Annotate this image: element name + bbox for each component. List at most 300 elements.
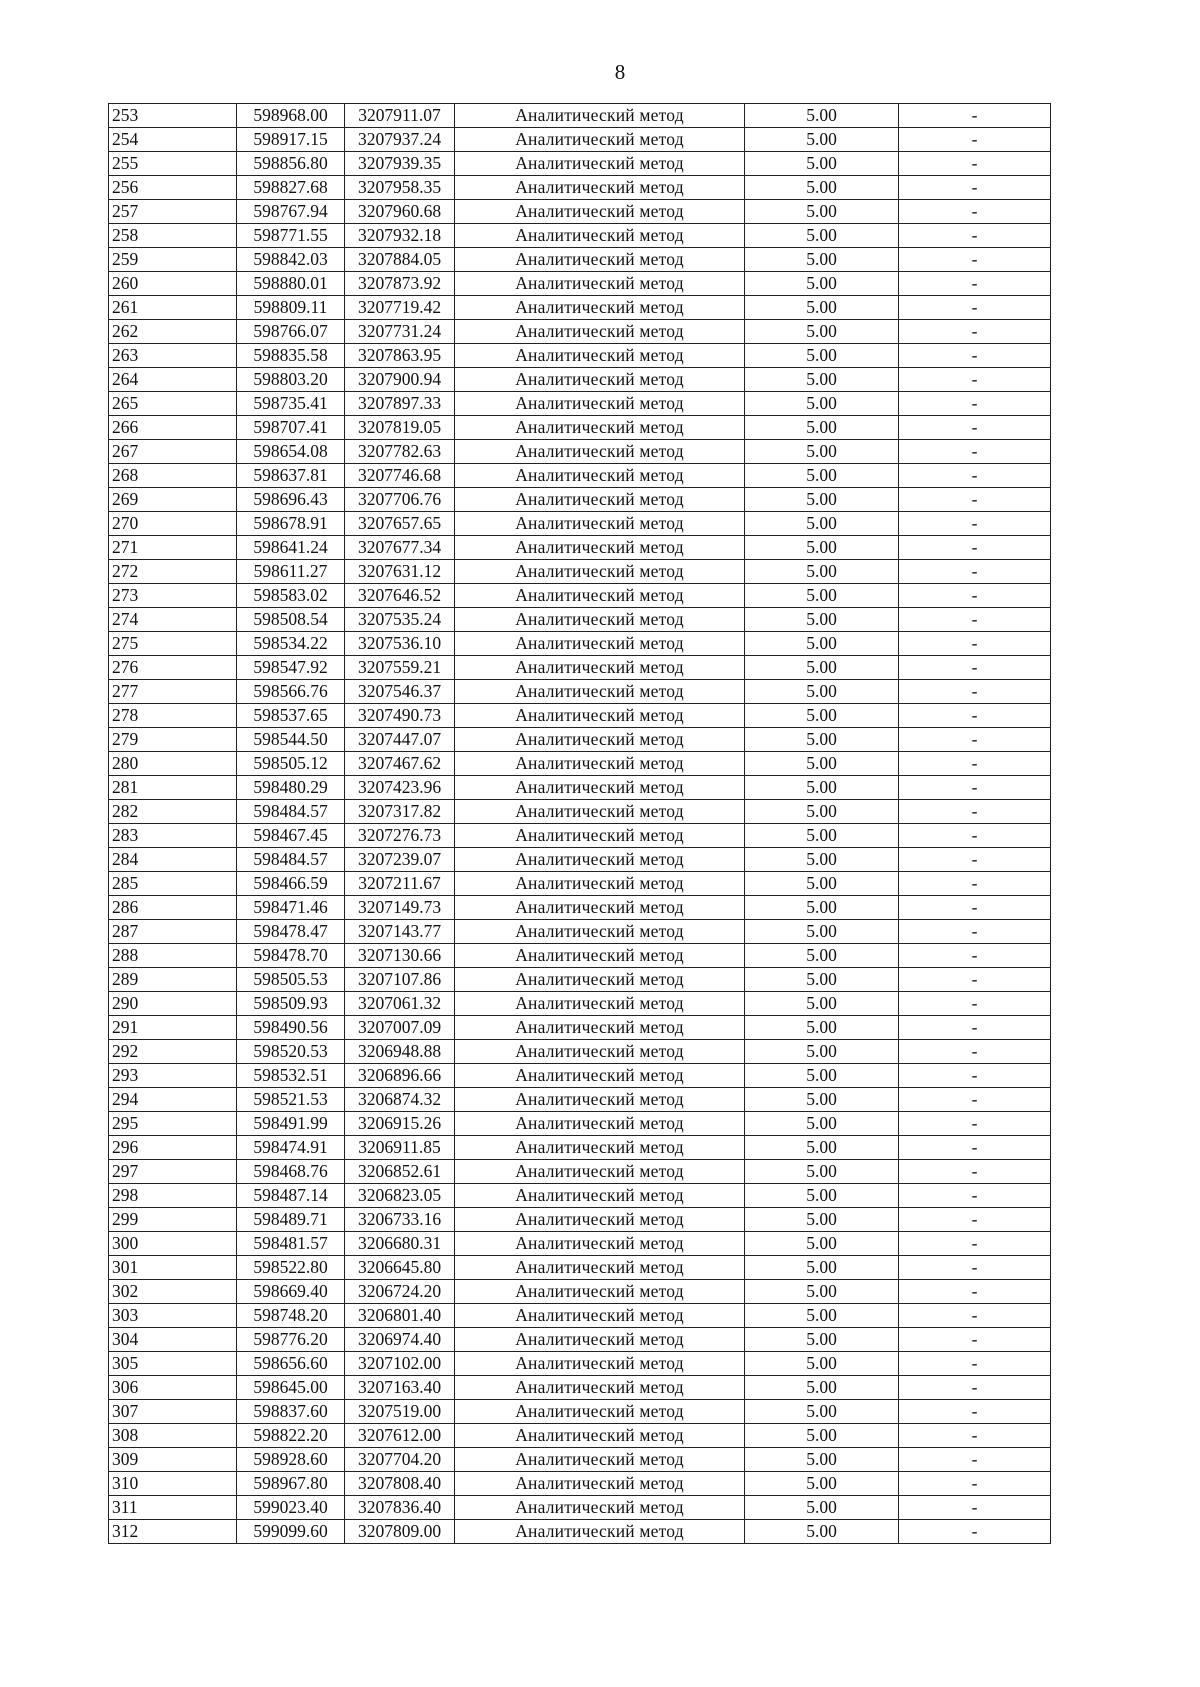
method-cell: Аналитический метод: [455, 1472, 745, 1496]
accuracy-cell: 5.00: [745, 944, 899, 968]
method-cell: Аналитический метод: [455, 536, 745, 560]
description-cell: -: [899, 464, 1051, 488]
y-coordinate-cell: 3207143.77: [345, 920, 455, 944]
accuracy-cell: 5.00: [745, 728, 899, 752]
point-number-cell: 255: [109, 152, 237, 176]
x-coordinate-cell: 598583.02: [237, 584, 345, 608]
description-cell: -: [899, 776, 1051, 800]
accuracy-cell: 5.00: [745, 392, 899, 416]
y-coordinate-cell: 3207819.05: [345, 416, 455, 440]
table-row: [109, 1328, 1051, 1352]
accuracy-cell: 5.00: [745, 608, 899, 632]
point-number-cell: 279: [109, 728, 237, 752]
table-row: [109, 1448, 1051, 1472]
x-coordinate-cell: 598509.93: [237, 992, 345, 1016]
table-row: [109, 1400, 1051, 1424]
accuracy-cell: 5.00: [745, 128, 899, 152]
point-number-cell: 268: [109, 464, 237, 488]
method-cell: Аналитический метод: [455, 440, 745, 464]
point-number-cell: 277: [109, 680, 237, 704]
point-number-cell: 296: [109, 1136, 237, 1160]
x-coordinate-cell: 598474.91: [237, 1136, 345, 1160]
description-cell: -: [899, 128, 1051, 152]
description-cell: -: [899, 1496, 1051, 1520]
table-row: [109, 368, 1051, 392]
y-coordinate-cell: 3207631.12: [345, 560, 455, 584]
point-number-cell: 272: [109, 560, 237, 584]
y-coordinate-cell: 3206911.85: [345, 1136, 455, 1160]
y-coordinate-cell: 3206823.05: [345, 1184, 455, 1208]
accuracy-cell: 5.00: [745, 680, 899, 704]
method-cell: Аналитический метод: [455, 896, 745, 920]
coordinates-table: [108, 103, 1051, 1544]
y-coordinate-cell: 3206680.31: [345, 1232, 455, 1256]
x-coordinate-cell: 598748.20: [237, 1304, 345, 1328]
table-row: [109, 128, 1051, 152]
accuracy-cell: 5.00: [745, 1088, 899, 1112]
x-coordinate-cell: 598468.76: [237, 1160, 345, 1184]
point-number-cell: 260: [109, 272, 237, 296]
accuracy-cell: 5.00: [745, 464, 899, 488]
x-coordinate-cell: 598656.60: [237, 1352, 345, 1376]
y-coordinate-cell: 3207447.07: [345, 728, 455, 752]
method-cell: Аналитический метод: [455, 176, 745, 200]
x-coordinate-cell: 598547.92: [237, 656, 345, 680]
accuracy-cell: 5.00: [745, 896, 899, 920]
x-coordinate-cell: 598505.12: [237, 752, 345, 776]
y-coordinate-cell: 3207612.00: [345, 1424, 455, 1448]
y-coordinate-cell: 3207958.35: [345, 176, 455, 200]
y-coordinate-cell: 3207808.40: [345, 1472, 455, 1496]
description-cell: -: [899, 968, 1051, 992]
method-cell: Аналитический метод: [455, 1328, 745, 1352]
y-coordinate-cell: 3207677.34: [345, 536, 455, 560]
method-cell: Аналитический метод: [455, 800, 745, 824]
accuracy-cell: 5.00: [745, 416, 899, 440]
y-coordinate-cell: 3207809.00: [345, 1520, 455, 1544]
y-coordinate-cell: 3207536.10: [345, 632, 455, 656]
point-number-cell: 273: [109, 584, 237, 608]
y-coordinate-cell: 3206915.26: [345, 1112, 455, 1136]
method-cell: Аналитический метод: [455, 128, 745, 152]
y-coordinate-cell: 3207239.07: [345, 848, 455, 872]
method-cell: Аналитический метод: [455, 1280, 745, 1304]
method-cell: Аналитический метод: [455, 1184, 745, 1208]
point-number-cell: 271: [109, 536, 237, 560]
point-number-cell: 259: [109, 248, 237, 272]
y-coordinate-cell: 3207863.95: [345, 344, 455, 368]
accuracy-cell: 5.00: [745, 1496, 899, 1520]
point-number-cell: 301: [109, 1256, 237, 1280]
y-coordinate-cell: 3207911.07: [345, 104, 455, 128]
accuracy-cell: 5.00: [745, 1280, 899, 1304]
table-row: [109, 1424, 1051, 1448]
description-cell: -: [899, 920, 1051, 944]
table-row: [109, 632, 1051, 656]
accuracy-cell: 5.00: [745, 512, 899, 536]
point-number-cell: 302: [109, 1280, 237, 1304]
point-number-cell: 253: [109, 104, 237, 128]
point-number-cell: 278: [109, 704, 237, 728]
table-row: [109, 944, 1051, 968]
y-coordinate-cell: 3206896.66: [345, 1064, 455, 1088]
table-row: [109, 992, 1051, 1016]
method-cell: Аналитический метод: [455, 512, 745, 536]
method-cell: Аналитический метод: [455, 1040, 745, 1064]
y-coordinate-cell: 3207960.68: [345, 200, 455, 224]
y-coordinate-cell: 3207276.73: [345, 824, 455, 848]
table-row: [109, 1496, 1051, 1520]
method-cell: Аналитический метод: [455, 608, 745, 632]
table-row: [109, 176, 1051, 200]
description-cell: -: [899, 1016, 1051, 1040]
description-cell: -: [899, 1256, 1051, 1280]
method-cell: Аналитический метод: [455, 200, 745, 224]
point-number-cell: 275: [109, 632, 237, 656]
table-row: [109, 1232, 1051, 1256]
table-row: [109, 848, 1051, 872]
table-row: [109, 1352, 1051, 1376]
x-coordinate-cell: 598544.50: [237, 728, 345, 752]
method-cell: Аналитический метод: [455, 296, 745, 320]
accuracy-cell: 5.00: [745, 584, 899, 608]
table-row: [109, 776, 1051, 800]
point-number-cell: 286: [109, 896, 237, 920]
method-cell: Аналитический метод: [455, 1112, 745, 1136]
point-number-cell: 270: [109, 512, 237, 536]
table-row: [109, 1136, 1051, 1160]
method-cell: Аналитический метод: [455, 320, 745, 344]
x-coordinate-cell: 598856.80: [237, 152, 345, 176]
description-cell: -: [899, 608, 1051, 632]
point-number-cell: 300: [109, 1232, 237, 1256]
accuracy-cell: 5.00: [745, 1112, 899, 1136]
y-coordinate-cell: 3206852.61: [345, 1160, 455, 1184]
description-cell: -: [899, 584, 1051, 608]
accuracy-cell: 5.00: [745, 1520, 899, 1544]
accuracy-cell: 5.00: [745, 440, 899, 464]
point-number-cell: 282: [109, 800, 237, 824]
x-coordinate-cell: 598491.99: [237, 1112, 345, 1136]
y-coordinate-cell: 3207163.40: [345, 1376, 455, 1400]
y-coordinate-cell: 3206948.88: [345, 1040, 455, 1064]
point-number-cell: 305: [109, 1352, 237, 1376]
accuracy-cell: 5.00: [745, 320, 899, 344]
x-coordinate-cell: 598637.81: [237, 464, 345, 488]
point-number-cell: 285: [109, 872, 237, 896]
description-cell: -: [899, 896, 1051, 920]
point-number-cell: 291: [109, 1016, 237, 1040]
method-cell: Аналитический метод: [455, 344, 745, 368]
table-row: [109, 608, 1051, 632]
table-row: [109, 416, 1051, 440]
method-cell: Аналитический метод: [455, 104, 745, 128]
x-coordinate-cell: 598532.51: [237, 1064, 345, 1088]
description-cell: -: [899, 224, 1051, 248]
accuracy-cell: 5.00: [745, 1376, 899, 1400]
accuracy-cell: 5.00: [745, 920, 899, 944]
x-coordinate-cell: 598707.41: [237, 416, 345, 440]
x-coordinate-cell: 598508.54: [237, 608, 345, 632]
x-coordinate-cell: 598767.94: [237, 200, 345, 224]
method-cell: Аналитический метод: [455, 1160, 745, 1184]
description-cell: -: [899, 200, 1051, 224]
y-coordinate-cell: 3207657.65: [345, 512, 455, 536]
description-cell: -: [899, 560, 1051, 584]
x-coordinate-cell: 598803.20: [237, 368, 345, 392]
table-row: [109, 1472, 1051, 1496]
y-coordinate-cell: 3207519.00: [345, 1400, 455, 1424]
x-coordinate-cell: 598566.76: [237, 680, 345, 704]
x-coordinate-cell: 598827.68: [237, 176, 345, 200]
x-coordinate-cell: 598521.53: [237, 1088, 345, 1112]
description-cell: -: [899, 1304, 1051, 1328]
table-row: [109, 488, 1051, 512]
point-number-cell: 297: [109, 1160, 237, 1184]
accuracy-cell: 5.00: [745, 800, 899, 824]
point-number-cell: 265: [109, 392, 237, 416]
accuracy-cell: 5.00: [745, 1424, 899, 1448]
table-row: [109, 656, 1051, 680]
y-coordinate-cell: 3207746.68: [345, 464, 455, 488]
table-row: [109, 512, 1051, 536]
point-number-cell: 294: [109, 1088, 237, 1112]
table-row: [109, 680, 1051, 704]
method-cell: Аналитический метод: [455, 1088, 745, 1112]
table-row: [109, 344, 1051, 368]
table-row: [109, 1280, 1051, 1304]
accuracy-cell: 5.00: [745, 1208, 899, 1232]
x-coordinate-cell: 598467.45: [237, 824, 345, 848]
accuracy-cell: 5.00: [745, 848, 899, 872]
point-number-cell: 256: [109, 176, 237, 200]
accuracy-cell: 5.00: [745, 536, 899, 560]
accuracy-cell: 5.00: [745, 1040, 899, 1064]
x-coordinate-cell: 598466.59: [237, 872, 345, 896]
y-coordinate-cell: 3207317.82: [345, 800, 455, 824]
method-cell: Аналитический метод: [455, 1232, 745, 1256]
description-cell: -: [899, 152, 1051, 176]
description-cell: -: [899, 392, 1051, 416]
x-coordinate-cell: 598735.41: [237, 392, 345, 416]
description-cell: -: [899, 320, 1051, 344]
point-number-cell: 266: [109, 416, 237, 440]
point-number-cell: 290: [109, 992, 237, 1016]
table-row: [109, 224, 1051, 248]
point-number-cell: 288: [109, 944, 237, 968]
accuracy-cell: 5.00: [745, 488, 899, 512]
x-coordinate-cell: 598484.57: [237, 800, 345, 824]
x-coordinate-cell: 598669.40: [237, 1280, 345, 1304]
table-row: [109, 320, 1051, 344]
point-number-cell: 281: [109, 776, 237, 800]
description-cell: -: [899, 488, 1051, 512]
accuracy-cell: 5.00: [745, 1136, 899, 1160]
point-number-cell: 312: [109, 1520, 237, 1544]
table-row: [109, 896, 1051, 920]
method-cell: Аналитический метод: [455, 1208, 745, 1232]
table-row: [109, 536, 1051, 560]
y-coordinate-cell: 3207782.63: [345, 440, 455, 464]
table-row: [109, 872, 1051, 896]
method-cell: Аналитический метод: [455, 992, 745, 1016]
x-coordinate-cell: 598696.43: [237, 488, 345, 512]
method-cell: Аналитический метод: [455, 920, 745, 944]
y-coordinate-cell: 3207535.24: [345, 608, 455, 632]
method-cell: Аналитический метод: [455, 224, 745, 248]
accuracy-cell: 5.00: [745, 200, 899, 224]
y-coordinate-cell: 3207107.86: [345, 968, 455, 992]
accuracy-cell: 5.00: [745, 1184, 899, 1208]
y-coordinate-cell: 3207130.66: [345, 944, 455, 968]
point-number-cell: 274: [109, 608, 237, 632]
method-cell: Аналитический метод: [455, 248, 745, 272]
description-cell: -: [899, 1184, 1051, 1208]
description-cell: -: [899, 848, 1051, 872]
table-row: [109, 1088, 1051, 1112]
x-coordinate-cell: 598611.27: [237, 560, 345, 584]
x-coordinate-cell: 598471.46: [237, 896, 345, 920]
table-row: [109, 1064, 1051, 1088]
accuracy-cell: 5.00: [745, 344, 899, 368]
table-row: [109, 800, 1051, 824]
point-number-cell: 261: [109, 296, 237, 320]
y-coordinate-cell: 3207731.24: [345, 320, 455, 344]
x-coordinate-cell: 598489.71: [237, 1208, 345, 1232]
point-number-cell: 287: [109, 920, 237, 944]
method-cell: Аналитический метод: [455, 680, 745, 704]
point-number-cell: 276: [109, 656, 237, 680]
method-cell: Аналитический метод: [455, 944, 745, 968]
description-cell: -: [899, 728, 1051, 752]
method-cell: Аналитический метод: [455, 704, 745, 728]
table-row: [109, 1520, 1051, 1544]
x-coordinate-cell: 598842.03: [237, 248, 345, 272]
description-cell: -: [899, 440, 1051, 464]
y-coordinate-cell: 3207719.42: [345, 296, 455, 320]
description-cell: -: [899, 1088, 1051, 1112]
description-cell: -: [899, 1352, 1051, 1376]
x-coordinate-cell: 598822.20: [237, 1424, 345, 1448]
x-coordinate-cell: 598654.08: [237, 440, 345, 464]
accuracy-cell: 5.00: [745, 776, 899, 800]
y-coordinate-cell: 3207884.05: [345, 248, 455, 272]
accuracy-cell: 5.00: [745, 1160, 899, 1184]
table-row: [109, 104, 1051, 128]
y-coordinate-cell: 3207211.67: [345, 872, 455, 896]
point-number-cell: 299: [109, 1208, 237, 1232]
point-number-cell: 262: [109, 320, 237, 344]
x-coordinate-cell: 599023.40: [237, 1496, 345, 1520]
description-cell: -: [899, 1040, 1051, 1064]
table-row: [109, 272, 1051, 296]
x-coordinate-cell: 598478.47: [237, 920, 345, 944]
x-coordinate-cell: 598490.56: [237, 1016, 345, 1040]
x-coordinate-cell: 598520.53: [237, 1040, 345, 1064]
point-number-cell: 303: [109, 1304, 237, 1328]
method-cell: Аналитический метод: [455, 1304, 745, 1328]
point-number-cell: 304: [109, 1328, 237, 1352]
y-coordinate-cell: 3207149.73: [345, 896, 455, 920]
accuracy-cell: 5.00: [745, 272, 899, 296]
y-coordinate-cell: 3206874.32: [345, 1088, 455, 1112]
table-row: [109, 560, 1051, 584]
point-number-cell: 289: [109, 968, 237, 992]
table-row: [109, 824, 1051, 848]
y-coordinate-cell: 3207007.09: [345, 1016, 455, 1040]
x-coordinate-cell: 598837.60: [237, 1400, 345, 1424]
y-coordinate-cell: 3206645.80: [345, 1256, 455, 1280]
table-row: [109, 440, 1051, 464]
table-row: [109, 584, 1051, 608]
description-cell: -: [899, 800, 1051, 824]
accuracy-cell: 5.00: [745, 1328, 899, 1352]
y-coordinate-cell: 3206724.20: [345, 1280, 455, 1304]
point-number-cell: 284: [109, 848, 237, 872]
accuracy-cell: 5.00: [745, 176, 899, 200]
accuracy-cell: 5.00: [745, 248, 899, 272]
accuracy-cell: 5.00: [745, 968, 899, 992]
point-number-cell: 269: [109, 488, 237, 512]
description-cell: -: [899, 272, 1051, 296]
description-cell: -: [899, 1112, 1051, 1136]
description-cell: -: [899, 344, 1051, 368]
description-cell: -: [899, 416, 1051, 440]
point-number-cell: 308: [109, 1424, 237, 1448]
accuracy-cell: 5.00: [745, 224, 899, 248]
x-coordinate-cell: 598537.65: [237, 704, 345, 728]
accuracy-cell: 5.00: [745, 632, 899, 656]
x-coordinate-cell: 598487.14: [237, 1184, 345, 1208]
x-coordinate-cell: 598484.57: [237, 848, 345, 872]
method-cell: Аналитический метод: [455, 272, 745, 296]
point-number-cell: 263: [109, 344, 237, 368]
method-cell: Аналитический метод: [455, 464, 745, 488]
y-coordinate-cell: 3207937.24: [345, 128, 455, 152]
point-number-cell: 309: [109, 1448, 237, 1472]
method-cell: Аналитический метод: [455, 392, 745, 416]
x-coordinate-cell: 598534.22: [237, 632, 345, 656]
description-cell: -: [899, 992, 1051, 1016]
table-row: [109, 392, 1051, 416]
x-coordinate-cell: 598522.80: [237, 1256, 345, 1280]
point-number-cell: 310: [109, 1472, 237, 1496]
point-number-cell: 307: [109, 1400, 237, 1424]
table-row: [109, 968, 1051, 992]
x-coordinate-cell: 598678.91: [237, 512, 345, 536]
x-coordinate-cell: 598917.15: [237, 128, 345, 152]
x-coordinate-cell: 598478.70: [237, 944, 345, 968]
method-cell: Аналитический метод: [455, 824, 745, 848]
y-coordinate-cell: 3207061.32: [345, 992, 455, 1016]
description-cell: -: [899, 176, 1051, 200]
method-cell: Аналитический метод: [455, 1352, 745, 1376]
method-cell: Аналитический метод: [455, 656, 745, 680]
accuracy-cell: 5.00: [745, 1400, 899, 1424]
description-cell: -: [899, 1232, 1051, 1256]
method-cell: Аналитический метод: [455, 776, 745, 800]
accuracy-cell: 5.00: [745, 1304, 899, 1328]
description-cell: -: [899, 704, 1051, 728]
x-coordinate-cell: 598928.60: [237, 1448, 345, 1472]
accuracy-cell: 5.00: [745, 992, 899, 1016]
description-cell: -: [899, 512, 1051, 536]
method-cell: Аналитический метод: [455, 416, 745, 440]
x-coordinate-cell: 598776.20: [237, 1328, 345, 1352]
point-number-cell: 267: [109, 440, 237, 464]
y-coordinate-cell: 3207559.21: [345, 656, 455, 680]
point-number-cell: 295: [109, 1112, 237, 1136]
